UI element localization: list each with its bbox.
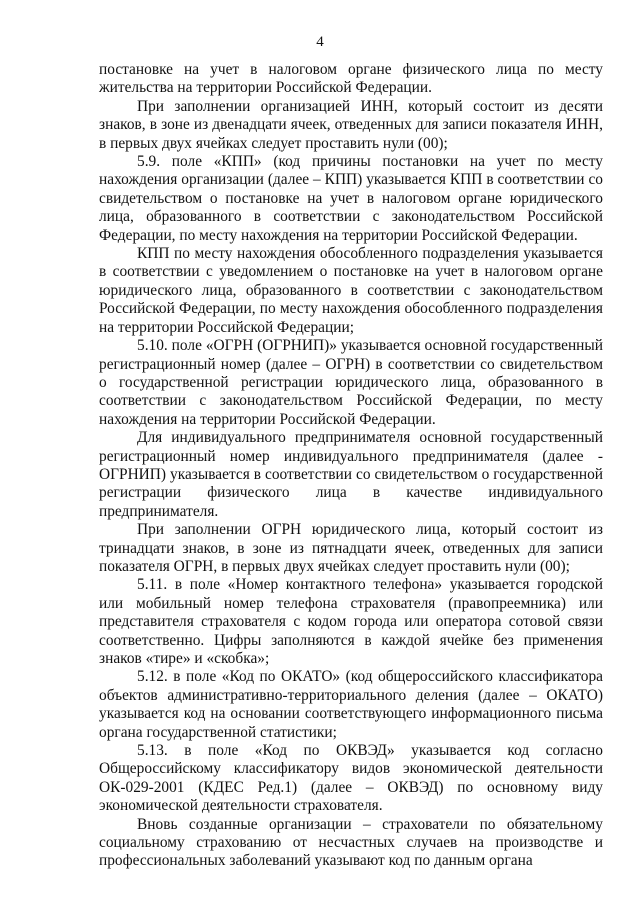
paragraph-5-10-ogrn: 5.10. поле «ОГРН (ОГРНИП)» указывается основной государственный регистрационный номер (далее – ОГРН) в соответствии со свидетельством о государственной регистрации юридического лица, образованного в соответствии с законодательством Российской Федерации, по месту нахождения на территории Российской Федерации. [99,337,603,428]
paragraph-5-9-kpp: 5.9. поле «КПП» (код причины постановки на учет по месту нахождения организации (далее – КПП) указывается КПП в соответствии со свидетельством о постановке на учет в налоговом органе юридического лица, образованного в соответствии с законодательством Российской Федерации, по месту нахождения на территории Российской Федерации. [99,153,603,244]
paragraph-5-11-phone: 5.11. в поле «Номер контактного телефона» указывается городской или мобильный номер телефона страхователя (правопреемника) или представителя страхователя с кодом города или оператора сотовой связи соответственно. Цифры заполняются в каждой ячейке без применения знаков «тире» и «скобка»; [99,576,603,667]
paragraph-ogrn-zeros: При заполнении ОГРН юридического лица, который состоит из тринадцати знаков, в зоне из пятнадцати ячеек, отведенных для записи показателя ОГРН, в первых двух ячейках следует проставить нули (00); [99,521,603,575]
paragraph-ogrnip: Для индивидуального предпринимателя основной государственный регистрационный номер индивидуального предпринимателя (далее - ОГРНИП) указывается в соответствии со свидетельством о государственной регистрации физического лица в качестве индивидуального предпринимателя. [99,429,603,520]
paragraph-new-organizations: Вновь созданные организации – страхователи по обязательному социальному страхованию от несчастных случаев на производстве и профессиональных заболеваний указывают код по данным органа [99,815,603,870]
page-number: 4 [316,34,324,50]
paragraph-kpp-subdivision: КПП по месту нахождения обособленного подразделения указывается в соответствии с уведомлением о постановке на учет в налоговом органе юридического лица, образованного в соответствии с законодательством Российской Федерации, по месту нахождения обособленного подразделения на территории Российской Федерации; [99,245,603,336]
paragraph-inn-zeros: При заполнении организацией ИНН, который состоит из десяти знаков, в зоне из двенадцати ячеек, отведенных для записи показателя ИНН, в первых двух ячейках следует проставить нули (00); [99,97,603,152]
paragraph-5-13-okved: 5.13. в поле «Код по ОКВЭД» указывается код согласно Общероссийскому классификатору видов экономической деятельности ОК-029-2001 (КДЕС Ред.1) (далее – ОКВЭД) по основному виду экономической деятельности страхователя. [99,742,603,815]
paragraph-5-12-okato: 5.12. в поле «Код по ОКАТО» (код общероссийского классификатора объектов административно-территориального деления (далее – ОКАТО) указывается код на основании соответствующего информационного письма органа государственной статистики; [99,668,603,741]
document-body [99,61,603,871]
paragraph-continuation: постановке на учет в налоговом органе физического лица по месту жительства на территории Российской Федерации. [99,61,603,97]
